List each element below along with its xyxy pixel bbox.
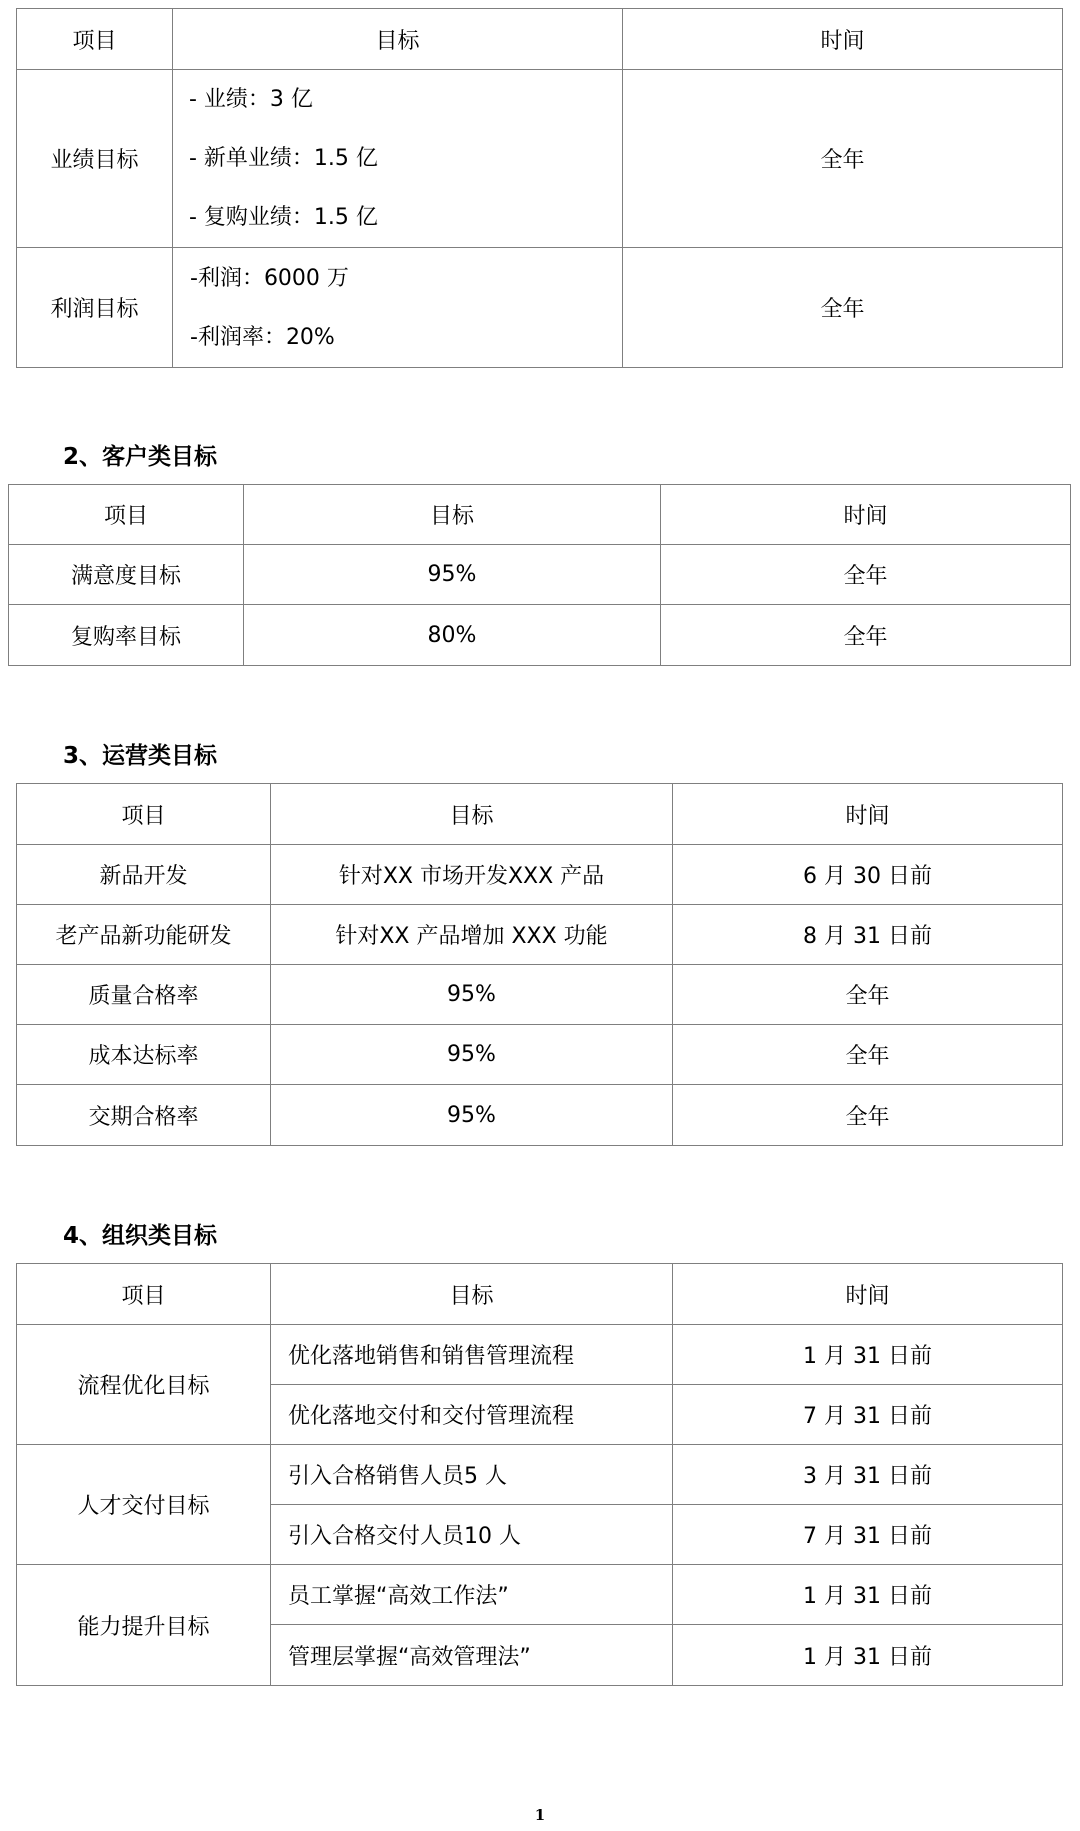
- row-target: 引入合格销售人员5 人: [271, 1445, 673, 1505]
- row-item: 利润目标: [17, 248, 173, 368]
- header-item: 项目: [17, 784, 271, 845]
- operations-target-table: [16, 783, 1063, 1146]
- header-target: 目标: [271, 784, 673, 845]
- row-target: 95%: [271, 965, 673, 1025]
- header-item: 项目: [17, 1264, 271, 1325]
- section-heading: 3、运营类目标: [63, 743, 218, 769]
- row-target-list: [173, 248, 623, 368]
- target-bullet: -利润率：20%: [190, 324, 335, 350]
- row-time: 3 月 31 日前: [673, 1445, 1063, 1505]
- row-target: 管理层掌握“高效管理法”: [271, 1625, 673, 1686]
- performance-target-table: [16, 8, 1063, 368]
- table-row: [17, 1085, 1063, 1146]
- organization-target-table: [16, 1263, 1063, 1686]
- table-row: [9, 605, 1071, 666]
- group-item: 流程优化目标: [17, 1325, 271, 1445]
- table-row: [17, 1565, 1063, 1625]
- header-time: 时间: [623, 9, 1063, 70]
- group-item: 人才交付目标: [17, 1445, 271, 1565]
- target-bullet: -利润：6000 万: [190, 265, 349, 291]
- row-item: 质量合格率: [17, 965, 271, 1025]
- row-item: 交期合格率: [17, 1085, 271, 1146]
- table-row: [17, 1445, 1063, 1505]
- table-header-row: [17, 1264, 1063, 1325]
- table-header-row: [9, 485, 1071, 545]
- page-number: 1: [534, 1806, 546, 1824]
- row-target: 针对XX 产品增加 XXX 功能: [271, 905, 673, 965]
- row-target-list: [173, 70, 623, 248]
- header-time: 时间: [661, 485, 1071, 545]
- target-bullet: - 业绩：3 亿: [189, 87, 313, 112]
- target-bullet: - 复购业绩：1.5 亿: [189, 205, 378, 230]
- table-row: [17, 70, 1063, 248]
- row-time: 8 月 31 日前: [673, 905, 1063, 965]
- header-item: 项目: [17, 9, 173, 70]
- group-item: 能力提升目标: [17, 1565, 271, 1686]
- row-time: 1 月 31 日前: [673, 1625, 1063, 1686]
- row-time: 全年: [623, 70, 1063, 248]
- row-target: 95%: [271, 1025, 673, 1085]
- row-item: 老产品新功能研发: [17, 905, 271, 965]
- row-time: 全年: [661, 605, 1071, 666]
- row-time: 7 月 31 日前: [673, 1385, 1063, 1445]
- row-item: 业绩目标: [17, 70, 173, 248]
- row-target: 优化落地交付和交付管理流程: [271, 1385, 673, 1445]
- row-time: 全年: [673, 1025, 1063, 1085]
- table-row: [9, 545, 1071, 605]
- header-target: 目标: [271, 1264, 673, 1325]
- header-item: 项目: [9, 485, 244, 545]
- header-time: 时间: [673, 1264, 1063, 1325]
- table-row: [17, 1325, 1063, 1385]
- row-item: 新品开发: [17, 845, 271, 905]
- table-row: [17, 1025, 1063, 1085]
- header-time: 时间: [673, 784, 1063, 845]
- header-target: 目标: [244, 485, 661, 545]
- row-time: 全年: [623, 248, 1063, 368]
- row-target: 95%: [244, 545, 661, 605]
- section-heading: 4、组织类目标: [63, 1223, 218, 1249]
- row-time: 1 月 31 日前: [673, 1325, 1063, 1385]
- customer-target-table: [8, 484, 1071, 666]
- table-row: [17, 248, 1063, 368]
- section-heading: 2、客户类目标: [63, 444, 218, 470]
- row-time: 全年: [661, 545, 1071, 605]
- row-item: 成本达标率: [17, 1025, 271, 1085]
- header-target: 目标: [173, 9, 623, 70]
- row-time: 6 月 30 日前: [673, 845, 1063, 905]
- row-target: 优化落地销售和销售管理流程: [271, 1325, 673, 1385]
- table-row: [17, 845, 1063, 905]
- table-header-row: [17, 784, 1063, 845]
- table-row: [17, 965, 1063, 1025]
- row-target: 引入合格交付人员10 人: [271, 1505, 673, 1565]
- row-time: 7 月 31 日前: [673, 1505, 1063, 1565]
- table-row: [17, 905, 1063, 965]
- row-item: 复购率目标: [9, 605, 244, 666]
- row-target: 针对XX 市场开发XXX 产品: [271, 845, 673, 905]
- row-target: 95%: [271, 1085, 673, 1146]
- target-bullet: - 新单业绩：1.5 亿: [189, 146, 378, 171]
- row-target: 80%: [244, 605, 661, 666]
- row-time: 全年: [673, 965, 1063, 1025]
- row-time: 1 月 31 日前: [673, 1565, 1063, 1625]
- table-header-row: [17, 9, 1063, 70]
- row-item: 满意度目标: [9, 545, 244, 605]
- row-target: 员工掌握“高效工作法”: [271, 1565, 673, 1625]
- row-time: 全年: [673, 1085, 1063, 1146]
